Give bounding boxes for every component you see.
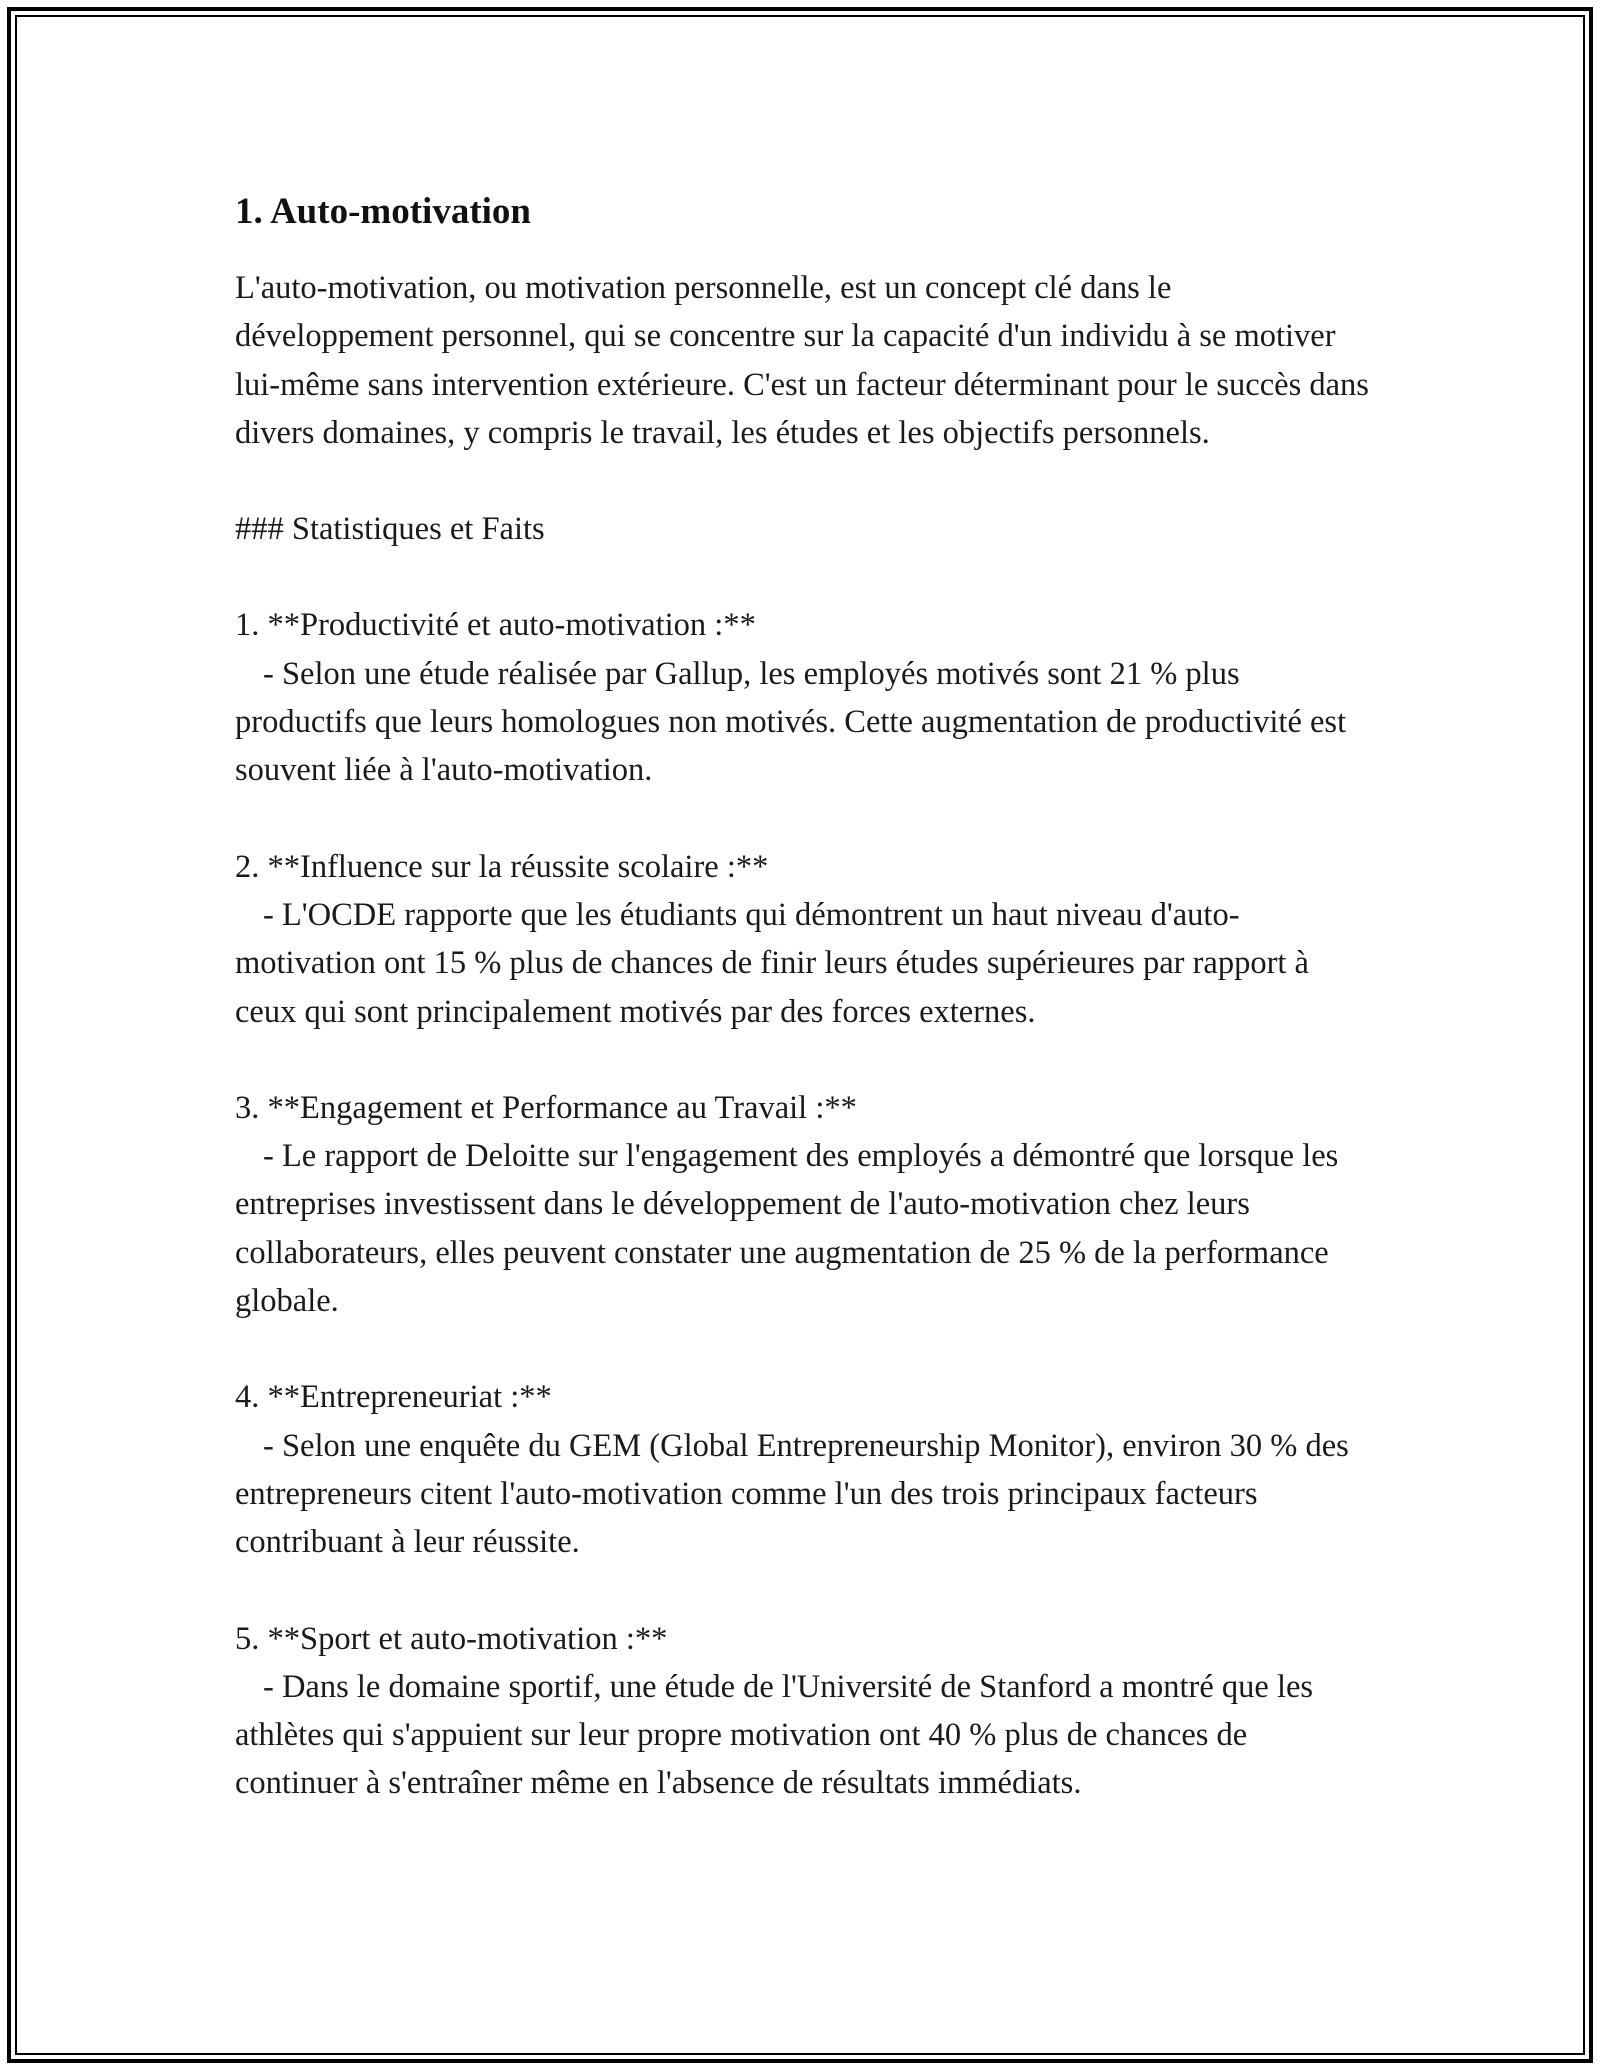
document-title: 1. Auto-motivation bbox=[235, 191, 531, 232]
list-item-heading: 5. **Sport et auto-motivation :** bbox=[235, 1620, 668, 1657]
list-item bbox=[235, 1615, 1375, 1808]
list-item bbox=[235, 601, 1375, 794]
list-item-text: - Selon une enquête du GEM (Global Entrepreneurship Monitor), environ 30 % des entrepreneurs citent l'auto-motivation comme l'un des trois principaux facteurs contribuant à leur réussite. bbox=[235, 1427, 1349, 1561]
list-item-heading: 2. **Influence sur la réussite scolaire :** bbox=[235, 848, 769, 885]
list-item bbox=[235, 1373, 1375, 1566]
list-item-text: - Dans le domaine sportif, une étude de l'Université de Stanford a montré que les athlètes qui s'appuient sur leur propre motivation ont 40 % plus de chances de continuer à s'entraîner même en l'absence de résultats immédiats. bbox=[235, 1668, 1314, 1802]
list-item-heading: 3. **Engagement et Performance au Travail :** bbox=[235, 1089, 857, 1126]
document-body bbox=[235, 186, 1375, 1856]
list-item-heading: 1. **Productivité et auto-motivation :** bbox=[235, 607, 756, 644]
list-item-heading: 4. **Entrepreneuriat :** bbox=[235, 1379, 552, 1416]
list-item-text: - L'OCDE rapporte que les étudiants qui démontrent un haut niveau d'auto-motivation ont 15 % plus de chances de finir leurs études supérieures par rapport à ceux qui sont principalement motivés par des forces externes. bbox=[235, 896, 1309, 1030]
list-item bbox=[235, 1084, 1375, 1325]
intro-paragraph: L'auto-motivation, ou motivation personnelle, est un concept clé dans le développement personnel, qui se concentre sur la capacité d'un individu à se motiver lui-même sans intervention extérieure. C'est un facteur déterminant pour le succès dans divers domaines, y compris le travail, les études et les objectifs personnels. bbox=[235, 270, 1369, 451]
list-item-text: - Selon une étude réalisée par Gallup, les employés motivés sont 21 % plus productifs que leurs homologues non motivés. Cette augmentation de productivité est souvent liée à l'auto-motivation. bbox=[235, 655, 1347, 789]
list-item-text: - Le rapport de Deloitte sur l'engagement des employés a démontré que lorsque les entreprises investissent dans le développement de l'auto-motivation chez leurs collaborateurs, elles peuvent constater une augmentation de 25 % de la performance globale. bbox=[235, 1138, 1339, 1320]
list-item bbox=[235, 843, 1375, 1036]
section-heading: ### Statistiques et Faits bbox=[235, 511, 545, 548]
